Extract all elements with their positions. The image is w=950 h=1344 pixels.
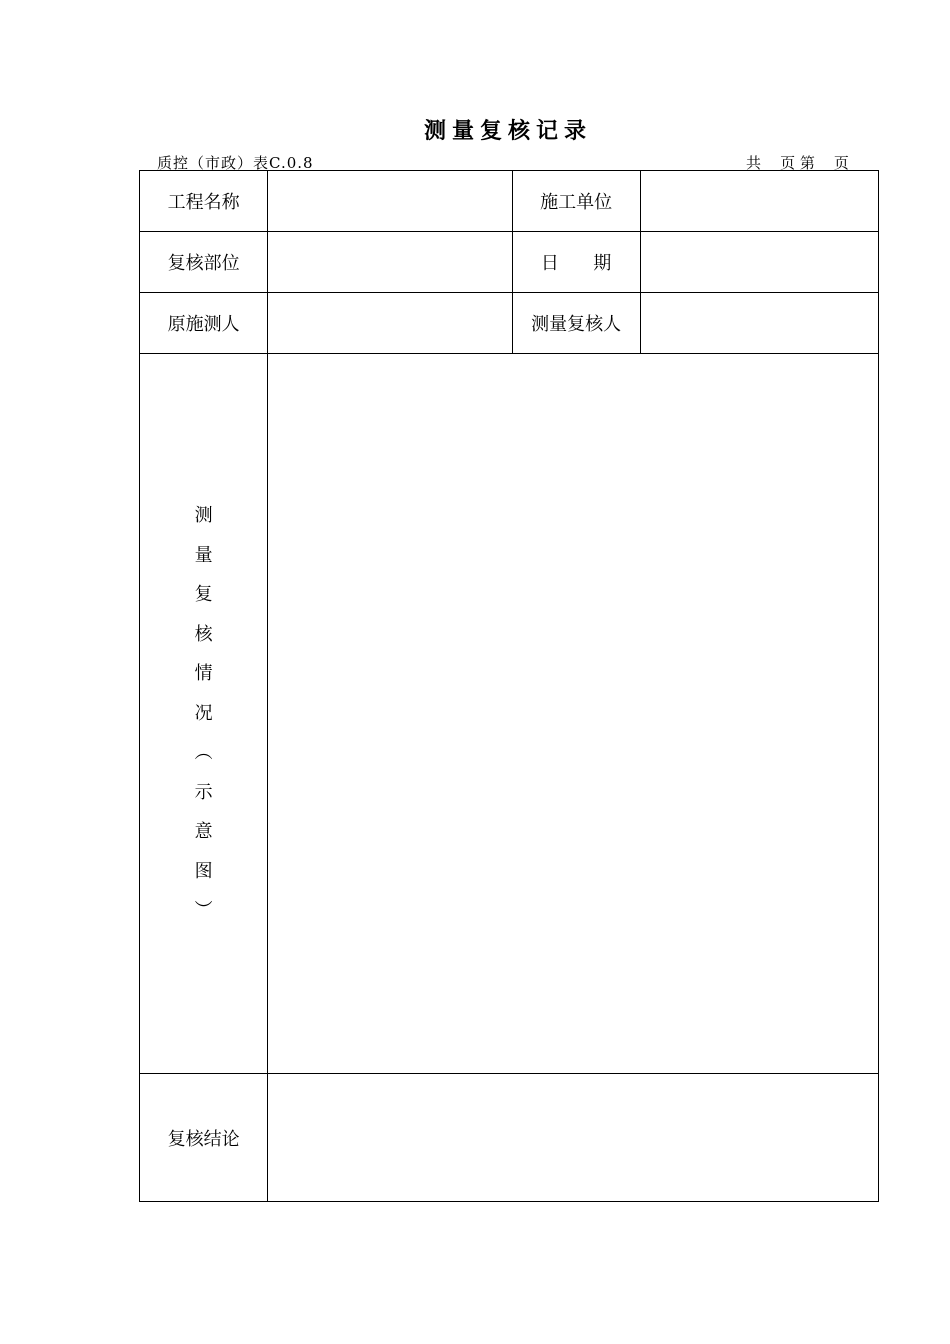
label-char: 示 (194, 781, 213, 803)
label-char: 况 (194, 702, 213, 724)
form-code: 质控（市政）表C.0.8 (157, 154, 314, 172)
form-row-surveyor (140, 293, 879, 354)
date-field[interactable] (640, 232, 878, 293)
reviewer-label: 测量复核人 (512, 293, 640, 354)
page-info: 共 页 第 页 (746, 154, 849, 172)
label-char: 测 (194, 505, 213, 527)
original-surveyor-label: 原施测人 (140, 293, 268, 354)
review-situation-field[interactable] (268, 354, 879, 1074)
label-char: ︶ (194, 900, 213, 922)
form-row-project (140, 171, 879, 232)
form-row-review-situation (140, 354, 879, 1074)
construction-unit-field[interactable] (640, 171, 878, 232)
review-location-field[interactable] (268, 232, 512, 293)
review-situation-label (140, 354, 268, 1074)
project-name-label: 工程名称 (140, 171, 268, 232)
label-char: 核 (194, 623, 213, 645)
date-label: 日 期 (512, 232, 640, 293)
conclusion-field[interactable] (268, 1074, 879, 1202)
label-char: 复 (194, 584, 213, 606)
label-char: 图 (194, 860, 213, 882)
label-char: 量 (194, 544, 213, 566)
vertical-label (195, 496, 213, 931)
review-location-label: 复核部位 (140, 232, 268, 293)
label-char: 情 (194, 663, 213, 685)
conclusion-label: 复核结论 (140, 1074, 268, 1202)
reviewer-field[interactable] (640, 293, 878, 354)
form-row-conclusion (140, 1074, 879, 1202)
project-name-field[interactable] (268, 171, 512, 232)
form-row-location (140, 232, 879, 293)
label-char: ︵ (194, 742, 213, 764)
survey-review-form (139, 170, 879, 1202)
original-surveyor-field[interactable] (268, 293, 512, 354)
label-char: 意 (194, 821, 213, 843)
document-title: 测量复核记录 (423, 119, 592, 144)
construction-unit-label: 施工单位 (512, 171, 640, 232)
